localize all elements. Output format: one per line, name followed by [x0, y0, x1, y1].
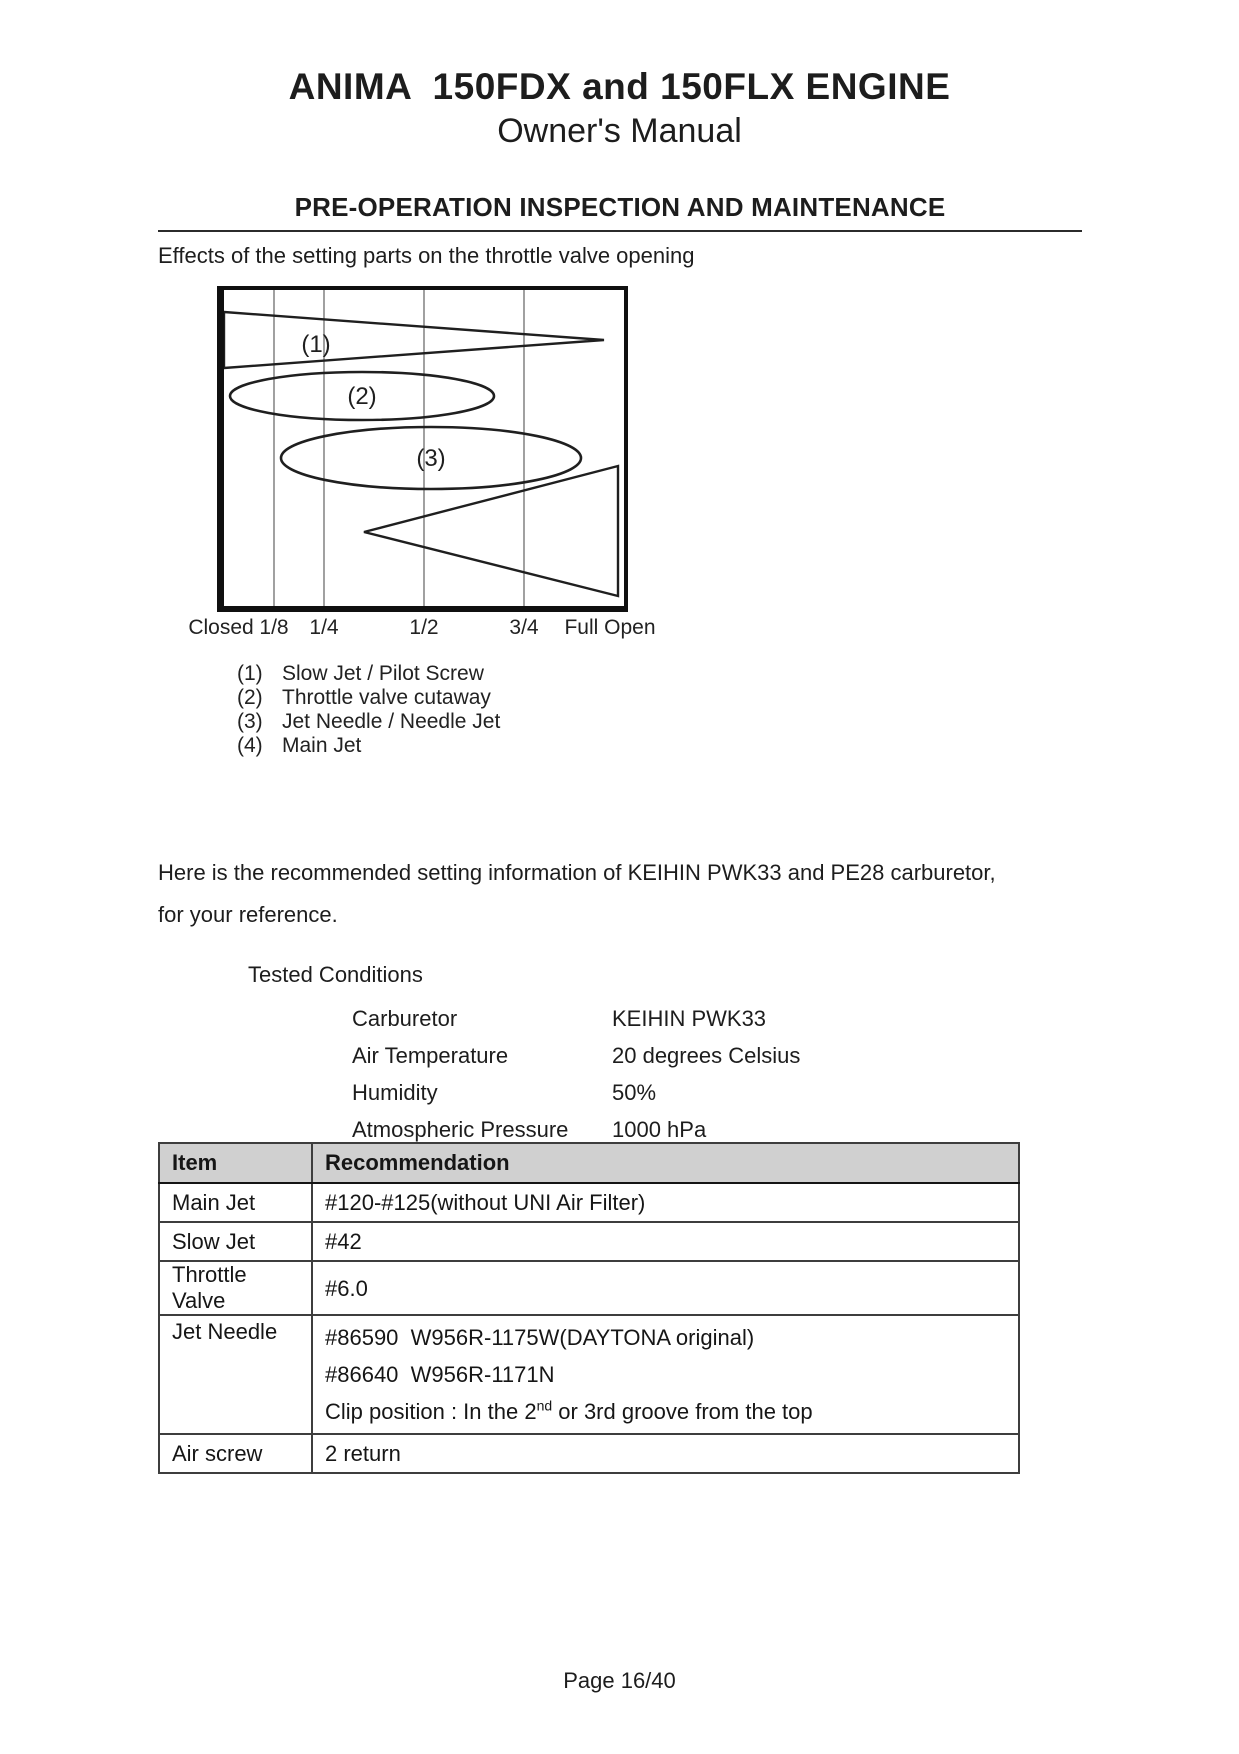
table-row	[159, 1315, 1019, 1434]
tested-conditions-list	[352, 1000, 1082, 1148]
diagram-svg	[224, 290, 624, 606]
condition-value: 20 degrees Celsius	[612, 1043, 801, 1068]
tick-1-2: 1/2	[409, 616, 439, 639]
legend-label: Main Jet	[282, 734, 362, 757]
legend-item	[237, 710, 1082, 734]
shape-label-1: (1)	[301, 331, 331, 358]
recommendation-line: 2 return	[325, 1441, 401, 1466]
table-row	[159, 1261, 1019, 1315]
item-cell: Air screw	[159, 1434, 312, 1473]
section-heading: PRE-OPERATION INSPECTION AND MAINTENANCE	[294, 192, 946, 222]
table-row	[159, 1183, 1019, 1222]
legend-item	[237, 662, 1082, 686]
paragraph-line: for your reference.	[158, 902, 338, 927]
condition-value: 50%	[612, 1080, 657, 1105]
recommendation-cell	[312, 1183, 1019, 1222]
legend-num: (4)	[237, 734, 263, 757]
body-paragraph	[158, 852, 1082, 936]
diagram-caption: Effects of the setting parts on the throttle valve opening	[158, 243, 695, 268]
recommendation-cell	[312, 1261, 1019, 1315]
table-header-row	[159, 1143, 1019, 1183]
column-header-item: Item	[159, 1143, 312, 1183]
condition-label: Atmospheric Pressure	[352, 1117, 569, 1142]
legend-label: Jet Needle / Needle Jet	[282, 710, 501, 733]
recommendation-cell	[312, 1434, 1019, 1473]
condition-row	[352, 1000, 1082, 1037]
table-row	[159, 1222, 1019, 1261]
clip-prefix: Clip position : In the 2	[325, 1399, 537, 1424]
legend-label: Slow Jet / Pilot Screw	[282, 662, 484, 685]
condition-label: Humidity	[352, 1080, 438, 1105]
recommendation-line: #120-#125(without UNI Air Filter)	[325, 1190, 646, 1215]
condition-value: KEIHIN PWK33	[612, 1006, 767, 1031]
tick-3-4: 3/4	[509, 616, 539, 639]
item-cell: Throttle Valve	[159, 1261, 312, 1315]
tick-1-8: 1/8	[259, 616, 289, 639]
recommendation-table	[158, 1142, 1020, 1474]
legend-num: (2)	[237, 686, 263, 709]
legend-item	[237, 686, 1082, 710]
recommendation-line: #6.0	[325, 1275, 368, 1301]
recommendation-line: #86640 W956R-1171N	[325, 1362, 555, 1387]
legend-label: Throttle valve cutaway	[282, 686, 491, 709]
legend-num: (3)	[237, 710, 263, 733]
tick-full-open: Full Open	[564, 616, 656, 639]
recommendation-cell	[312, 1222, 1019, 1261]
legend-num: (1)	[237, 662, 263, 685]
condition-label: Carburetor	[352, 1006, 458, 1031]
throttle-opening-diagram	[188, 286, 656, 648]
document-title: ANIMA 150FDX and 150FLX ENGINE	[288, 66, 951, 107]
recommendation-cell	[312, 1315, 1019, 1434]
axis-tick-labels	[188, 616, 656, 648]
condition-row	[352, 1037, 1082, 1074]
item-cell: Slow Jet	[159, 1222, 312, 1261]
recommendation-line: #86590 W956R-1175W(DAYTONA original)	[325, 1325, 755, 1350]
condition-row	[352, 1074, 1082, 1111]
tick-closed: Closed	[188, 616, 254, 639]
diagram-plot-area	[217, 286, 628, 612]
tested-conditions-heading: Tested Conditions	[248, 962, 423, 987]
heading-rule	[158, 230, 1082, 232]
content-area	[158, 192, 1082, 1474]
tick-1-4: 1/4	[309, 616, 339, 639]
recommendation-line: #42	[325, 1229, 362, 1254]
clip-suffix: or 3rd groove from the top	[552, 1399, 813, 1424]
table-row	[159, 1434, 1019, 1473]
condition-value: 1000 hPa	[612, 1117, 707, 1142]
page-number: Page 16/40	[563, 1668, 676, 1693]
clip-superscript: nd	[536, 1397, 553, 1414]
item-cell: Main Jet	[159, 1183, 312, 1222]
shape-label-3: (3)	[416, 445, 446, 472]
diagram-legend	[237, 662, 1082, 758]
condition-label: Air Temperature	[352, 1043, 509, 1068]
shape-slow-jet-triangle	[224, 312, 604, 368]
recommendation-line-clip-position	[325, 1393, 1008, 1430]
shape-label-2: (2)	[347, 383, 377, 410]
item-cell: Jet Needle	[159, 1315, 312, 1434]
document-subtitle: Owner's Manual	[497, 112, 742, 150]
column-header-recommendation: Recommendation	[312, 1143, 1019, 1183]
legend-item	[237, 734, 1082, 758]
paragraph-line: Here is the recommended setting information of KEIHIN PWK33 and PE28 carburetor,	[158, 860, 996, 885]
